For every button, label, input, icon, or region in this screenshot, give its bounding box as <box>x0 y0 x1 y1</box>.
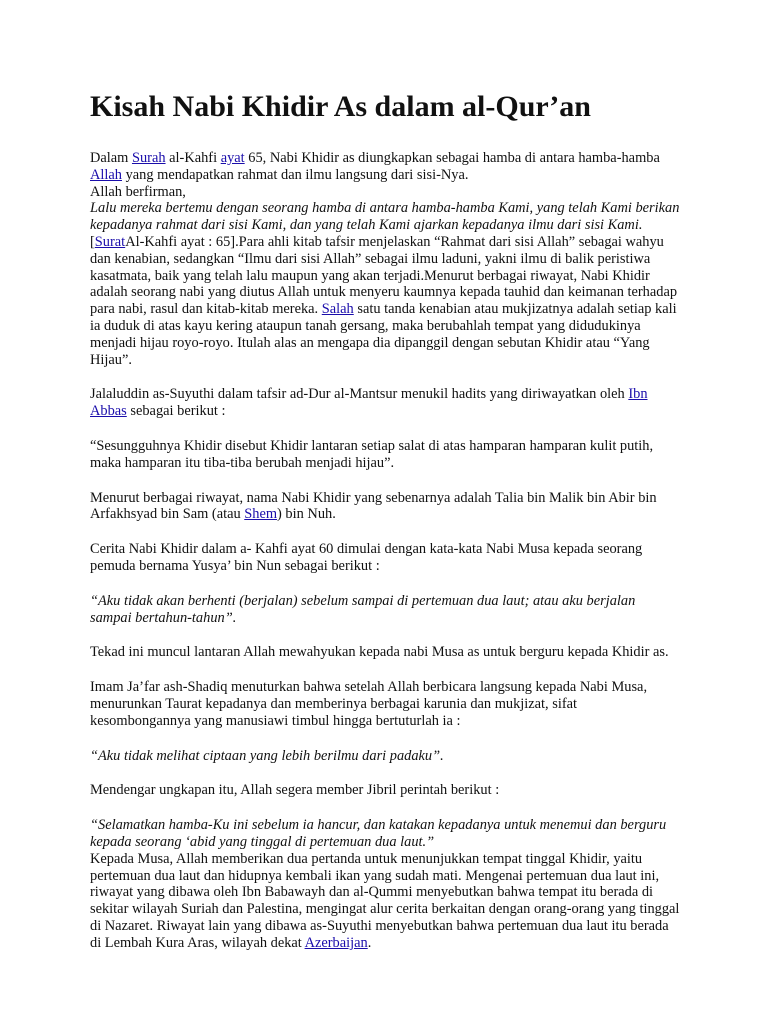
paragraph-quran-quote <box>90 200 680 368</box>
link-shem[interactable]: Shem <box>244 506 278 523</box>
link-surat[interactable]: Surat <box>94 233 126 250</box>
page-title: Kisah Nabi Khidir As dalam al-Qur’an <box>90 90 591 123</box>
link-azerbaijan[interactable]: Azerbaijan <box>304 934 368 951</box>
text-span: Kepada Musa, Allah memberikan dua pertanda untuk menunjukkan tempat tinggal Khidir, yaitu pertemuan dua laut dan hidupnya kembali ikan yang sudah mati. Mengenai pertemuan dua laut ini, riwayat yang dibawa oleh Ibn Babawayh dan al-Qummi menyebutkan bahwa tempat itu berada di sekitar wilayah Suriah dan Palestina, mengingat alur cerita berkaitan dengan orang-orang yang tinggal di Nazaret. Riwayat lain yang dibawa as-Suyuthi menyebutkan bahwa pertemuan dua laut itu berada di Lembah Kura Aras, wilayah dekat <box>90 850 680 951</box>
paragraph-allah-berfirman: Allah berfirman, <box>90 183 186 200</box>
text-span: yang mendapatkan rahmat dan ilmu langsung dari sisi-Nya. <box>121 166 469 183</box>
paragraph-tekad: Tekad ini muncul lantaran Allah mewahyukan kepada nabi Musa as untuk berguru kepada Khidir as. <box>90 644 669 661</box>
paragraph-musa-boast-quote: “Aku tidak melihat ciptaan yang lebih berilmu dari padaku”. <box>90 747 444 764</box>
paragraph-jibril: Mendengar ungkapan itu, Allah segera member Jibril perintah berikut : <box>90 782 500 799</box>
paragraph-imam-jafar: Imam Ja’far ash-Shadiq menuturkan bahwa setelah Allah berbicara langsung kepada Nabi Musa, menurunkan Taurat kepadanya dan memberinya berbagai karunia dan mukjizat, sifat kesombongannya yang manusiawi timbul hingga bertuturlah ia : <box>90 679 648 729</box>
text-span: . <box>367 934 372 951</box>
link-ayat[interactable]: ayat <box>220 150 245 166</box>
text-span: Menurut berbagai riwayat, nama Nabi Khidir yang sebenarnya adalah Talia bin Malik bin Abir bin Arfakhsyad bin Sam (atau <box>90 489 657 523</box>
text-span: [ <box>90 233 95 250</box>
text-span: 65, Nabi Khidir as diungkapkan sebagai hamba di antara hamba-hamba <box>244 150 660 166</box>
paragraph-intro <box>90 150 680 184</box>
paragraph-two-signs <box>90 851 680 952</box>
text-span: Dalam <box>90 150 132 166</box>
text-span: satu tanda kenabian atau mukjizatnya adalah setiap kali ia duduk di atas kayu kering ataupun tanah gersang, maka berubahlah tempat yang didudukinya menjadi hijau royo-royo. Itulah alas an mengapa dia dipanggil dengan sebutan Khidir atau “Yang Hijau”. <box>90 301 677 368</box>
link-salah[interactable]: Salah <box>321 301 354 318</box>
text-span: Jalaluddin as-Suyuthi dalam tafsir ad-Dur al-Mantsur menukil hadits yang diriwayatkan oleh <box>90 386 629 403</box>
paragraph-suyuthi <box>90 386 680 420</box>
paragraph-name-lineage <box>90 490 680 524</box>
text-span: ) bin Nuh. <box>277 506 336 523</box>
paragraph-story-start: Cerita Nabi Khidir dalam a- Kahfi ayat 60 dimulai dengan kata-kata Nabi Musa kepada seorang pemuda bernama Yusya’ bin Nun sebagai berikut : <box>90 541 643 574</box>
link-allah[interactable]: Allah <box>90 166 122 183</box>
link-surah[interactable]: Surah <box>131 150 166 166</box>
text-span: sebagai berikut : <box>126 403 226 420</box>
text-span: al-Kahfi <box>165 150 221 166</box>
text-span: Al-Kahfi ayat : 65].Para ahli kitab tafsir menjelaskan “Rahmat dari sisi Allah” sebagai wahyu dan kenabian, sedangkan “Ilmu dari sisi Allah” sebagai ilmu laduni, yakni ilmu di balik peristiwa kasatmata, baik yang telah lalu maupun yang akan terjadi.Menurut berbagai riwayat, Nabi Khidir adalah seorang nabi yang diutus Allah untuk menyeru kaumnya kepada tauhid dan keimanan terhadap para nabi, rasul dan kitab-kitab mereka. <box>90 233 678 318</box>
quote-text: Lalu mereka bertemu dengan seorang hamba di antara hamba-hamba Kami, yang telah Kami berikan kepadanya rahmat dari sisi Kami, dan yang telah Kami ajarkan kepadanya ilmu dari sisi Kami. <box>90 200 680 234</box>
paragraph-allah-command-quote: “Selamatkan hamba-Ku ini sebelum ia hancur, dan katakan kepadanya untuk menemui dan berguru kepada seorang ‘abid yang tinggal di pertemuan dua laut.” <box>90 817 667 850</box>
paragraph-musa-quote: “Aku tidak akan berhenti (berjalan) sebelum sampai di pertemuan dua laut; atau aku berjalan sampai bertahun-tahun”. <box>90 592 636 626</box>
link-ibn-abbas[interactable]: Ibn Abbas <box>90 386 648 420</box>
paragraph-hadith-quote: “Sesungguhnya Khidir disebut Khidir lantaran setiap salat di atas hamparan hamparan kulit putih, maka hamparan itu tiba-tiba berubah menjadi hijau”. <box>90 437 654 471</box>
